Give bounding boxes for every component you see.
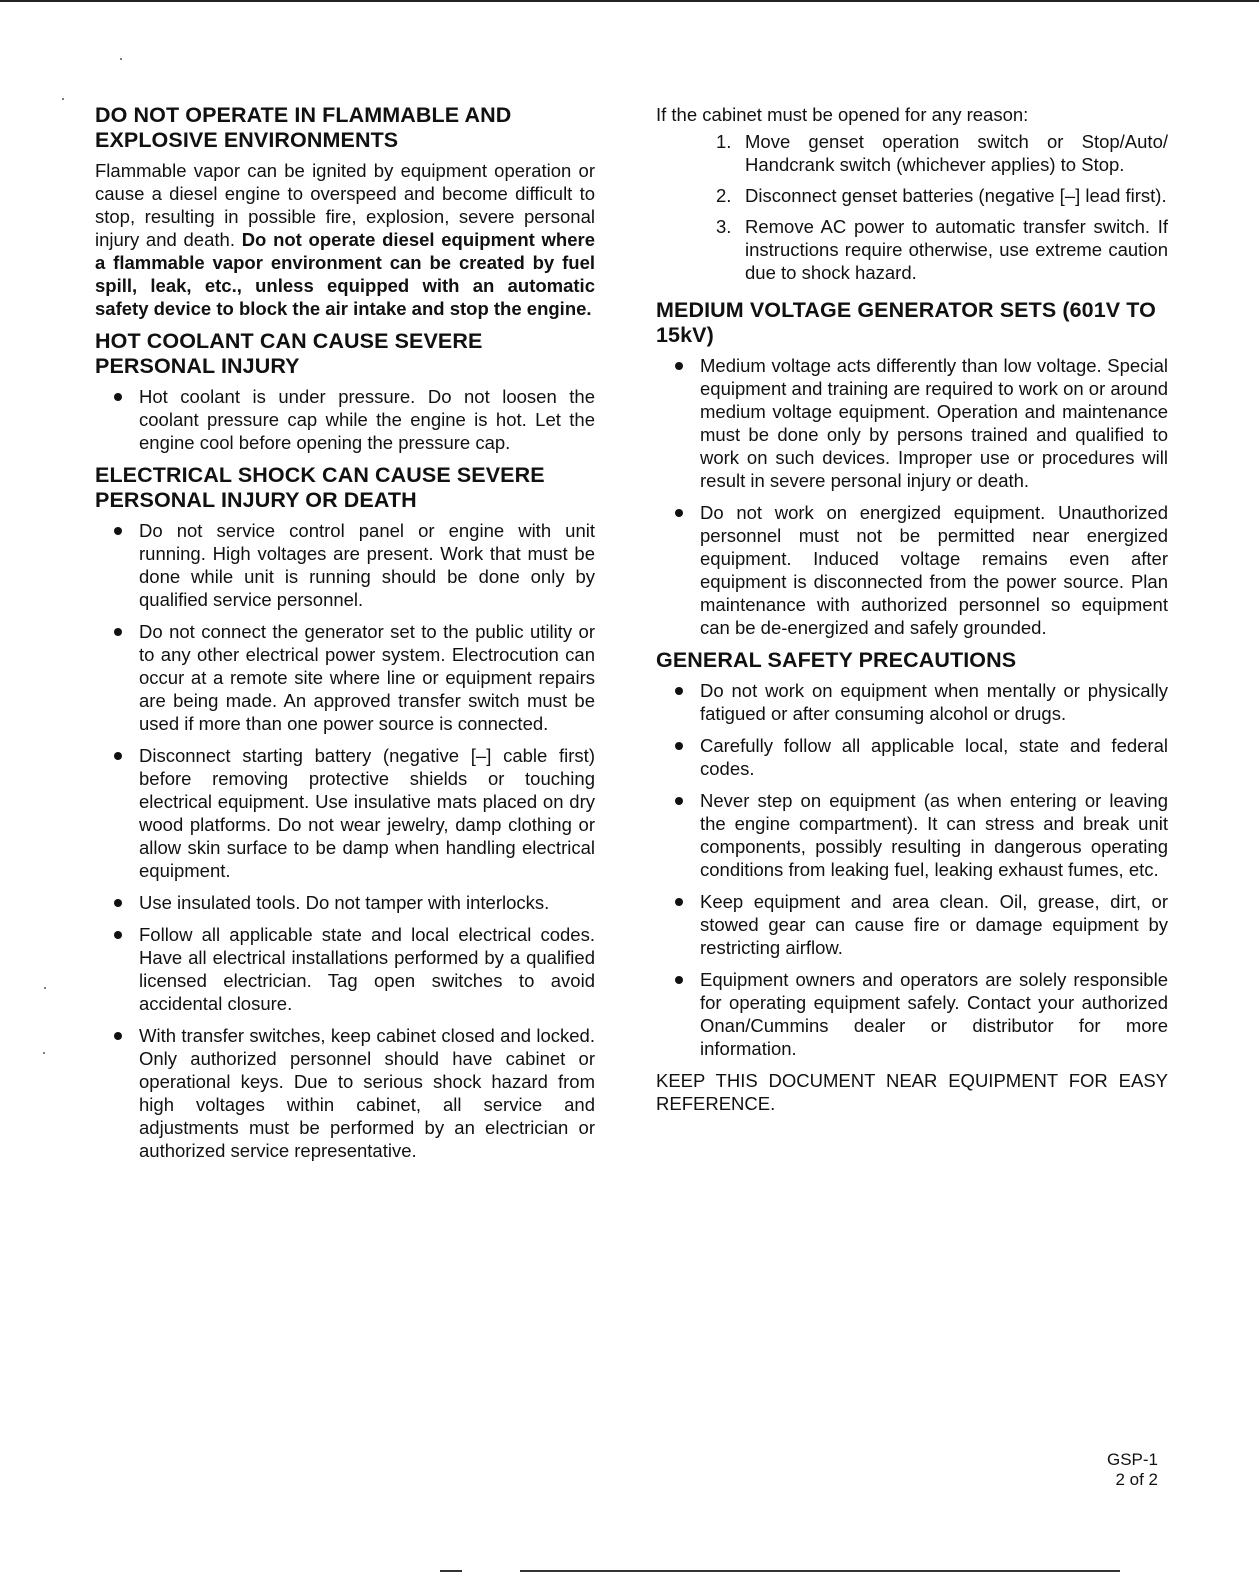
document-code: GSP-1	[1106, 1450, 1158, 1469]
bullet-icon	[675, 797, 683, 805]
step-number: 1.	[716, 131, 732, 152]
paragraph-bold-text: Do not operate diesel equipment where a flammable vapor environment can be created by fuel spill, leak, etc., unless equipped with an automatic safety device to block the air intake and stop the engine.	[95, 229, 595, 319]
list-item-text: Use insulated tools. Do not tamper with interlocks.	[139, 892, 550, 913]
list-item	[95, 620, 595, 735]
list-item-text: Follow all applicable state and local electrical codes. Have all electrical installations performed by a qualified licensed electrician. Tag open switches to avoid accidental closure.	[139, 924, 595, 1014]
numbered-step	[656, 184, 1168, 207]
list-item	[95, 923, 595, 1015]
list-item	[656, 501, 1168, 639]
list-item-text: Hot coolant is under pressure. Do not loosen the coolant pressure cap while the engine is hot. Let the engine cool before opening the pressure cap.	[139, 386, 595, 453]
right-column	[656, 103, 1168, 1115]
step-text: Remove AC power to automatic transfer switch. If instructions require otherwise, use extreme caution due to shock hazard.	[745, 216, 1168, 283]
bullet-icon	[114, 931, 122, 939]
section-paragraph	[95, 159, 595, 320]
list-item-text: Disconnect starting battery (negative [–] cable first) before removing protective shields or touching electrical equipment. Use insulative mats placed on dry wood platforms. Do not wear jewelry, damp clothing or allow skin surface to be damp when handling electrical equipment.	[139, 745, 595, 881]
numbered-step	[656, 215, 1168, 284]
bullet-icon	[114, 1032, 122, 1040]
list-item-text: Never step on equipment (as when entering or leaving the engine compartment). It can stress and break unit components, possibly resulting in dangerous operating conditions from leaking fuel, leaking exhaust fumes, etc.	[700, 790, 1168, 880]
bullet-list	[95, 385, 595, 454]
list-item	[95, 519, 595, 611]
list-item-text: Do not service control panel or engine with unit running. High voltages are present. Work that must be done while unit is running should be done only by qualified service personnel.	[139, 520, 595, 610]
list-item	[95, 1024, 595, 1162]
numbered-list	[656, 130, 1168, 284]
bottom-rule-fragment	[440, 1570, 462, 1572]
list-item-text: Carefully follow all applicable local, state and federal codes.	[700, 735, 1168, 779]
closing-note: KEEP THIS DOCUMENT NEAR EQUIPMENT FOR EASY REFERENCE.	[656, 1070, 1168, 1114]
list-item-text: Do not connect the generator set to the public utility or to any other electrical power system. Electrocution can occur at a remote site where line or equipment repairs are being made. An approved transfer switch must be used if more than one power source is connected.	[139, 621, 595, 734]
bullet-icon	[114, 527, 122, 535]
list-item	[656, 734, 1168, 780]
page-footer	[1107, 1450, 1158, 1490]
step-number: 3.	[716, 216, 732, 237]
left-column	[95, 103, 595, 1171]
section-heading: HOT COOLANT CAN CAUSE SEVERE PERSONAL INJURY	[95, 329, 483, 378]
list-item	[95, 744, 595, 882]
step-text: Disconnect genset batteries (negative [–] lead first).	[745, 185, 1167, 206]
section-electrical-shock	[95, 463, 595, 1162]
list-item	[656, 789, 1168, 881]
section-flammable	[95, 103, 595, 320]
bullet-icon	[675, 742, 683, 750]
bullet-icon	[675, 687, 683, 695]
scan-speck	[44, 987, 46, 989]
list-item	[656, 968, 1168, 1060]
bullet-icon	[114, 628, 122, 636]
numbered-step	[656, 130, 1168, 176]
page-number: 2 of 2	[1115, 1470, 1158, 1489]
list-item-text: Keep equipment and area clean. Oil, grease, dirt, or stowed gear can cause fire or damage equipment by restricting airflow.	[700, 891, 1168, 958]
section-hot-coolant	[95, 329, 595, 454]
list-item-text: With transfer switches, keep cabinet closed and locked. Only authorized personnel should have cabinet or operational keys. Due to serious shock hazard from high voltages within cabinet, all service and adjustments must be performed by an electrician or authorized service representative.	[139, 1025, 595, 1161]
bullet-list	[95, 519, 595, 1162]
bullet-icon	[114, 393, 122, 401]
list-item-text: Equipment owners and operators are solely responsible for operating equipment safely. Contact your authorized Onan/Cummins dealer or distributor for more information.	[700, 969, 1168, 1059]
cabinet-intro: If the cabinet must be opened for any reason:	[656, 104, 1029, 125]
bullet-list	[656, 679, 1168, 1060]
bottom-rule	[520, 1570, 1120, 1572]
list-item	[656, 890, 1168, 959]
bullet-icon	[114, 752, 122, 760]
section-general-safety	[656, 648, 1168, 1060]
bullet-icon	[675, 362, 683, 370]
step-text: Move genset operation switch or Stop/Auto/ Handcrank switch (whichever applies) to Stop.	[745, 131, 1168, 175]
list-item-text: Medium voltage acts differently than low voltage. Special equipment and training are required to work on or around medium voltage equipment. Operation and maintenance must be done only by persons trained and qualified to work on such devices. Improper use or procedures will result in severe personal injury or death.	[700, 355, 1168, 491]
list-item	[656, 354, 1168, 492]
scan-speck	[120, 58, 122, 60]
section-heading: GENERAL SAFETY PRECAUTIONS	[656, 648, 1017, 672]
scan-speck	[43, 1052, 45, 1054]
list-item-text: Do not work on energized equipment. Unauthorized personnel must not be permitted near energized equipment. Induced voltage remains even after equipment is disconnected from the power source. Plan maintenance with authorized personnel so equipment can be de-energized and safely grounded.	[700, 502, 1168, 638]
bullet-icon	[675, 509, 683, 517]
top-rule	[0, 0, 1259, 2]
section-heading: MEDIUM VOLTAGE GENERATOR SETS (601V TO 15kV)	[656, 298, 1156, 347]
list-item	[95, 385, 595, 454]
list-item	[95, 891, 595, 914]
step-number: 2.	[716, 185, 732, 206]
section-medium-voltage	[656, 298, 1168, 639]
bullet-list	[656, 354, 1168, 639]
bullet-icon	[675, 898, 683, 906]
bullet-icon	[114, 899, 122, 907]
list-item	[656, 679, 1168, 725]
scan-speck	[62, 98, 64, 100]
section-heading: ELECTRICAL SHOCK CAN CAUSE SEVERE PERSONAL INJURY OR DEATH	[95, 463, 545, 512]
bullet-icon	[675, 976, 683, 984]
section-heading: DO NOT OPERATE IN FLAMMABLE AND EXPLOSIVE ENVIRONMENTS	[95, 103, 512, 152]
paragraph-normal-text: Flammable vapor can be ignited by equipment operation or cause a diesel engine to overspeed and become difficult to stop, resulting in possible fire, explosion, severe personal injury and death.	[95, 160, 595, 250]
list-item-text: Do not work on equipment when mentally or physically fatigued or after consuming alcohol or drugs.	[700, 680, 1168, 724]
